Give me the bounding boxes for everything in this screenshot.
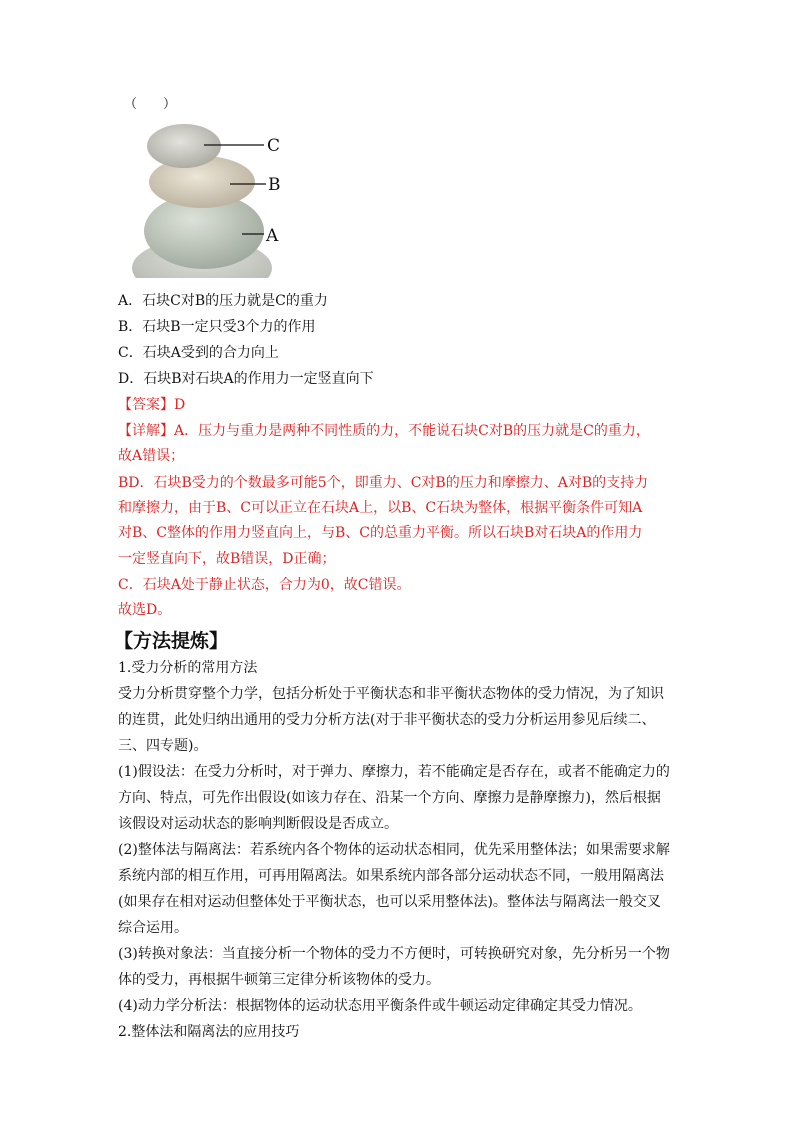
detail-line-8: 故选D。 [118,602,172,618]
detail-line-6: 一定竖直向下，故B错误，D正确； [118,551,336,567]
detail-line-4: 和摩擦力，由于B、C可以正立在石块A上，以B、C石块为整体，根据平衡条件可知A [118,500,643,516]
method-line-11: 综合运用。 [118,920,188,936]
stacked-stones-figure [124,118,304,278]
label-b: B [268,175,281,195]
method-line-10: (如果存在相对运动但整体处于平衡状态，也可以采用整体法)。整体法与隔离法一般交叉 [118,894,661,910]
method-heading: 【方法提炼】 [114,630,229,652]
detail-line-7: C．石块A处于静止状态，合力为0，故C错误。 [118,577,411,593]
label-c: C [267,136,281,156]
method-line-9: 系统内部的相互作用，可再用隔离法。如果系统内部各部分运动状态不同，一般用隔离法 [118,868,664,884]
method-line-8: (2)整体法与隔离法：若系统内各个物体的运动状态相同，优先采用整体法；如果需要求解 [118,842,670,858]
method-line-1: 1.受力分析的常用方法 [118,660,258,676]
method-line-3: 的连贯，此处归纳出通用的受力分析方法(对于非平衡状态的受力分析运用参见后续二、 [118,712,656,728]
method-line-12: (3)转换对象法：当直接分析一个物体的受力不方便时，可转换研究对象，先分析另一个物 [118,946,670,962]
detail-line-5: 对B、C整体的作用力竖直向上，与B、C的总重力平衡。所以石块B对石块A的作用力 [118,525,643,541]
detail-line-1: 【详解】A．压力与重力是两种不同性质的力，不能说石块C对B的压力就是C的重力， [118,423,650,439]
method-line-6: 方向、特点，可先作出假设(如该力存在、沿某一个方向、摩擦力是静摩擦力)，然后根据 [118,790,661,806]
option-a: A．石块C对B的压力就是C的重力 [118,293,328,309]
option-d: D．石块B对石块A的作用力一定竖直向下 [118,371,374,387]
method-line-4: 三、四专题)。 [118,738,208,754]
detail-line-2: 故A错误； [118,448,185,464]
option-b: B．石块B一定只受3个力的作用 [118,319,316,335]
answer-line: 【答案】D [118,397,186,413]
method-line-2: 受力分析贯穿整个力学，包括分析处于平衡状态和非平衡状态物体的受力情况，为了知识 [118,686,664,702]
method-line-5: (1)假设法：在受力分析时，对于弹力、摩擦力，若不能确定是否存在，或者不能确定力的 [118,764,670,780]
stones-illustration [124,118,304,278]
option-c: C．石块A受到的合力向上 [118,345,279,361]
method-line-7: 该假设对运动状态的影响判断假设是否成立。 [118,816,398,832]
method-line-13: 体的受力，再根据牛顿第三定律分析该物体的受力。 [118,972,440,988]
answer-parentheses: （ ） [124,97,177,112]
method-line-15: 2.整体法和隔离法的应用技巧 [118,1024,300,1040]
label-a: A [266,226,279,246]
method-line-14: (4)动力学分析法：根据物体的运动状态用平衡条件或牛顿运动定律确定其受力情况。 [118,998,642,1014]
stone-c [147,124,221,168]
detail-line-3: BD．石块B受力的个数最多可能5个，即重力、C对B的压力和摩擦力、A对B的支持力 [118,475,649,491]
